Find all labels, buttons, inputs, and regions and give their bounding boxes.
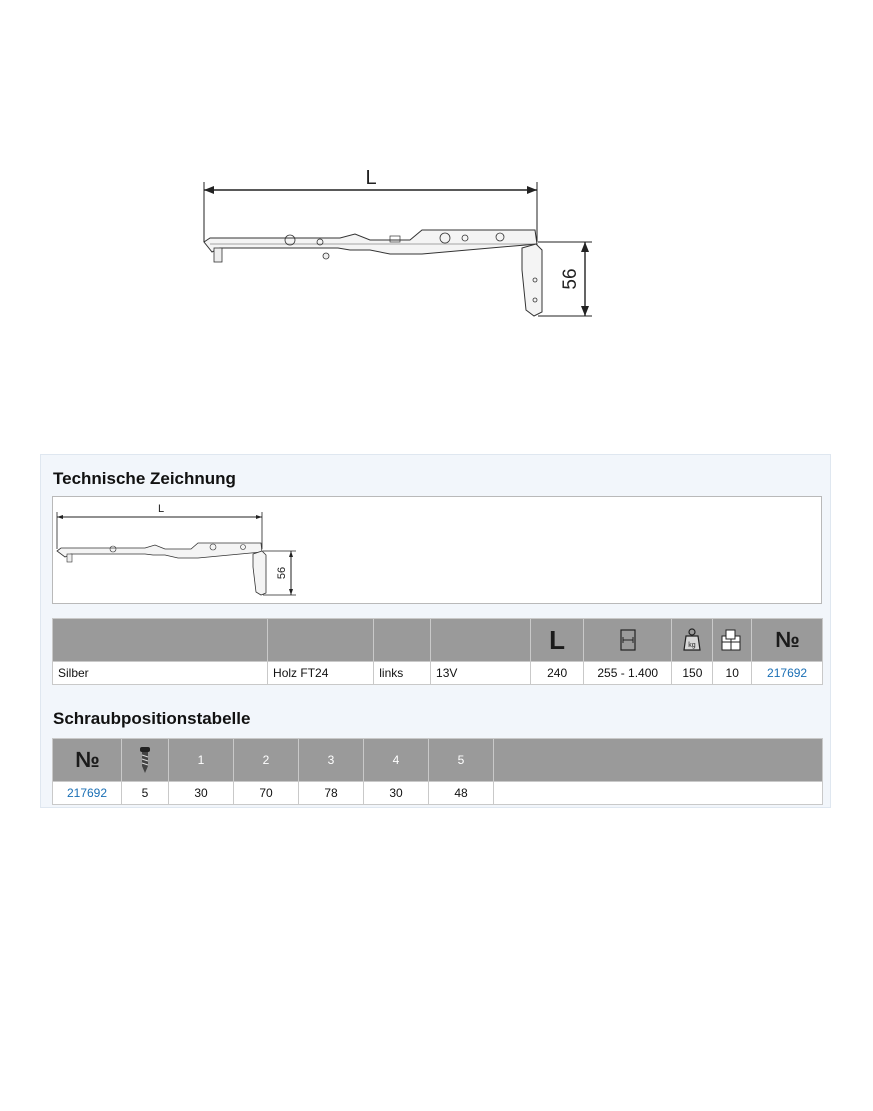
spec-table-header xyxy=(53,619,823,662)
large-technical-drawing xyxy=(190,160,610,330)
datasheet-panel xyxy=(40,454,831,808)
position-header-4: 4 xyxy=(364,739,429,782)
length-dimension-label: L xyxy=(365,167,377,189)
screw-icon-header xyxy=(122,739,169,782)
number-header xyxy=(752,619,823,662)
position-value-1: 30 xyxy=(169,782,234,805)
position-header-5: 5 xyxy=(429,739,494,782)
width-range-cell: 255 - 1.400 xyxy=(583,662,671,685)
small-length-label: L xyxy=(157,503,165,515)
position-header-1: 1 xyxy=(169,739,234,782)
position-value-2: 70 xyxy=(234,782,299,805)
width-range-header xyxy=(583,619,671,662)
weight-cell: 150 xyxy=(672,662,713,685)
screw-article-number-link[interactable]: 217692 xyxy=(53,782,122,805)
position-header-2: 2 xyxy=(234,739,299,782)
screw-icon xyxy=(139,746,151,774)
side-cell: links xyxy=(374,662,431,685)
number-sign-icon: № xyxy=(775,627,799,652)
height-dimension-label: 56 xyxy=(560,268,581,290)
small-height-label: 56 xyxy=(276,566,288,580)
technical-drawing-title: Technische Zeichnung xyxy=(53,469,236,488)
table-row xyxy=(53,662,823,685)
pack-cell: 10 xyxy=(713,662,752,685)
article-number-link[interactable]: 217692 xyxy=(752,662,823,685)
pack-quantity-icon xyxy=(720,628,744,652)
color-cell: Silber xyxy=(53,662,268,685)
position-value-3: 78 xyxy=(299,782,364,805)
technical-drawing-box xyxy=(52,496,822,604)
screw-table-title: Schraubpositionstabelle xyxy=(53,709,251,728)
spec-table xyxy=(52,618,823,685)
screw-position-table xyxy=(52,738,823,805)
weight-unit-label: kg xyxy=(688,642,697,649)
table-row xyxy=(53,782,823,805)
screw-number-header xyxy=(53,739,122,782)
material-cell: Holz FT24 xyxy=(268,662,374,685)
length-cell: 240 xyxy=(531,662,584,685)
screw-table-header xyxy=(53,739,823,782)
weight-header xyxy=(672,619,713,662)
position-value-5: 48 xyxy=(429,782,494,805)
length-L-icon: L xyxy=(549,624,566,655)
length-header xyxy=(531,619,584,662)
position-value-4: 30 xyxy=(364,782,429,805)
number-sign-icon: № xyxy=(75,747,99,772)
screw-count-cell: 5 xyxy=(122,782,169,805)
axis-cell: 13V xyxy=(431,662,531,685)
weight-kg-icon xyxy=(683,628,701,652)
position-header-3: 3 xyxy=(299,739,364,782)
pack-header xyxy=(713,619,752,662)
width-range-icon xyxy=(620,629,636,651)
small-technical-drawing xyxy=(53,497,313,603)
